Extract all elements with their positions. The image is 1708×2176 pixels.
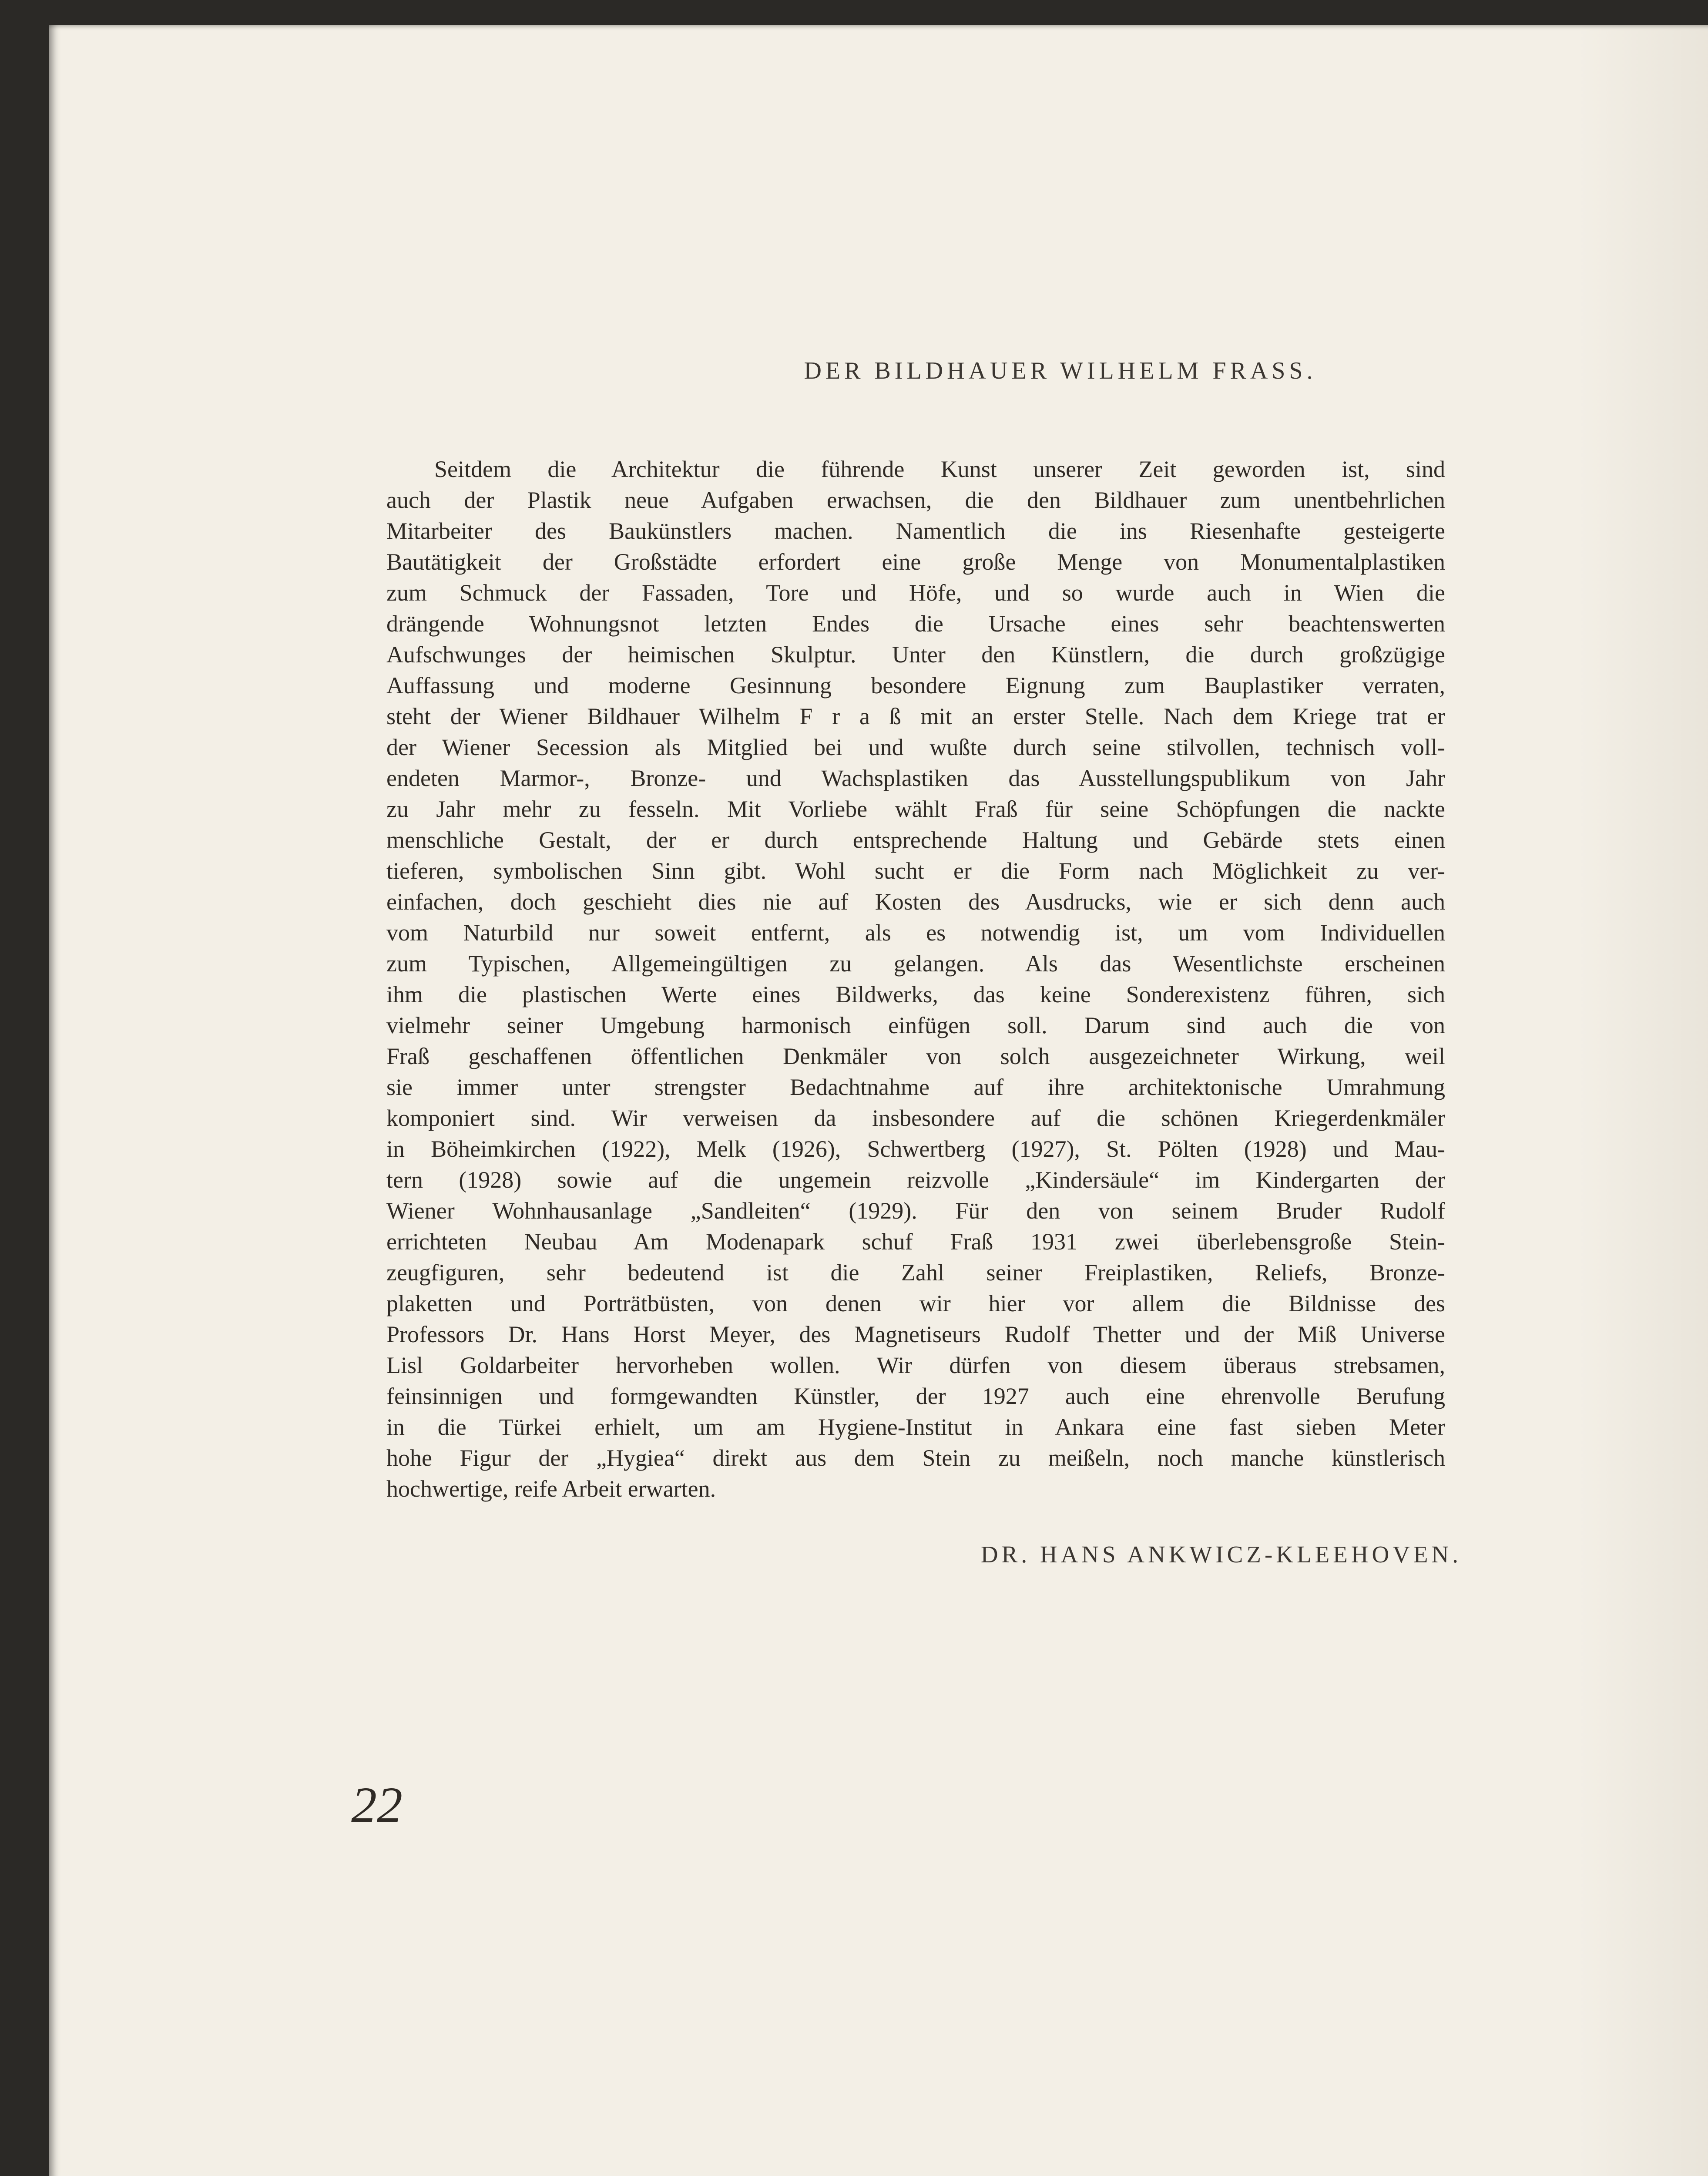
- article-title: DER BILDHAUER WILHELM FRASS.: [804, 357, 1317, 384]
- body-line: drängende Wohnungsnot letzten Endes die Ursache eines sehr beachtenswerten: [386, 611, 1445, 637]
- author-signature: DR. HANS ANKWICZ-KLEEHOVEN.: [980, 1541, 1462, 1568]
- body-line: zu Jahr mehr zu fesseln. Mit Vorliebe wählt Fraß für seine Schöpfungen die nackte: [386, 796, 1445, 822]
- body-line: in die Türkei erhielt, um am Hygiene-Institut in Ankara eine fast sieben Meter: [386, 1414, 1445, 1440]
- page-number: 22: [351, 1776, 403, 1833]
- body-line: Seitdem die Architektur die führende Kunst unserer Zeit geworden ist, sind: [434, 456, 1445, 482]
- body-line: Auffassung und moderne Gesinnung besondere Eignung zum Bauplastiker verraten,: [386, 672, 1445, 698]
- body-line: vom Naturbild nur soweit entfernt, als es notwendig ist, um vom Individuellen: [386, 920, 1445, 946]
- body-line: komponiert sind. Wir verweisen da insbesondere auf die schönen Kriegerdenkmäler: [386, 1105, 1445, 1131]
- body-line: hohe Figur der „Hygiea“ direkt aus dem Stein zu meißeln, noch manche künstlerisch: [386, 1445, 1445, 1471]
- body-line: tieferen, symbolischen Sinn gibt. Wohl sucht er die Form nach Möglichkeit zu ver-: [386, 858, 1445, 884]
- body-line: hochwertige, reife Arbeit erwarten.: [386, 1476, 716, 1502]
- body-line: auch der Plastik neue Aufgaben erwachsen, die den Bildhauer zum unentbehrlichen: [386, 487, 1445, 513]
- body-line: Professors Dr. Hans Horst Meyer, des Magnetiseurs Rudolf Thetter und der Miß Universe: [386, 1321, 1445, 1347]
- body-line: Lisl Goldarbeiter hervorheben wollen. Wir dürfen von diesem überaus strebsamen,: [386, 1352, 1445, 1378]
- body-line: Aufschwunges der heimischen Skulptur. Unter den Künstlern, die durch großzügige: [386, 641, 1445, 668]
- body-line: Wiener Wohnhausanlage „Sandleiten“ (1929). Für den von seinem Bruder Rudolf: [386, 1198, 1445, 1224]
- body-line: zeugfiguren, sehr bedeutend ist die Zahl seiner Freiplastiken, Reliefs, Bronze-: [386, 1259, 1445, 1286]
- body-line: Mitarbeiter des Baukünstlers machen. Namentlich die ins Riesenhafte gesteigerte: [386, 518, 1445, 544]
- body-line: sie immer unter strengster Bedachtnahme auf ihre architektonische Umrahmung: [386, 1074, 1445, 1100]
- body-line: vielmehr seiner Umgebung harmonisch einfügen soll. Darum sind auch die von: [386, 1012, 1445, 1038]
- body-line: zum Typischen, Allgemeingültigen zu gelangen. Als das Wesentlichste erscheinen: [386, 950, 1445, 977]
- body-line: Bautätigkeit der Großstädte erfordert eine große Menge von Monumentalplastiken: [386, 549, 1445, 575]
- body-line: ihm die plastischen Werte eines Bildwerks, das keine Sonderexistenz führen, sich: [386, 981, 1445, 1007]
- body-line: feinsinnigen und formgewandten Künstler, der 1927 auch eine ehrenvolle Berufung: [386, 1383, 1445, 1409]
- body-line: errichteten Neubau Am Modenapark schuf Fraß 1931 zwei überlebensgroße Stein-: [386, 1229, 1445, 1255]
- body-line: plaketten und Porträtbüsten, von denen wir hier vor allem die Bildnisse des: [386, 1290, 1445, 1316]
- body-line: in Böheimkirchen (1922), Melk (1926), Schwertberg (1927), St. Pölten (1928) und Mau-: [386, 1136, 1445, 1162]
- body-line: tern (1928) sowie auf die ungemein reizvolle „Kindersäule“ im Kindergarten der: [386, 1167, 1445, 1193]
- body-line: Fraß geschaffenen öffentlichen Denkmäler von solch ausgezeichneter Wirkung, weil: [386, 1043, 1445, 1069]
- body-line: menschliche Gestalt, der er durch entsprechende Haltung und Gebärde stets einen: [386, 827, 1445, 853]
- body-line: einfachen, doch geschieht dies nie auf Kosten des Ausdrucks, wie er sich denn auch: [386, 889, 1445, 915]
- page-edge-shading: [1577, 25, 1708, 2176]
- body-line: endeten Marmor-, Bronze- und Wachsplastiken das Ausstellungspublikum von Jahr: [386, 765, 1445, 791]
- body-line: der Wiener Secession als Mitglied bei und wußte durch seine stilvollen, technisch voll-: [386, 734, 1445, 760]
- article-body: [386, 454, 1445, 1504]
- body-line: steht der Wiener Bildhauer Wilhelm F r a ß mit an erster Stelle. Nach dem Kriege trat er: [386, 703, 1445, 729]
- body-line: zum Schmuck der Fassaden, Tore und Höfe, und so wurde auch in Wien die: [386, 580, 1445, 606]
